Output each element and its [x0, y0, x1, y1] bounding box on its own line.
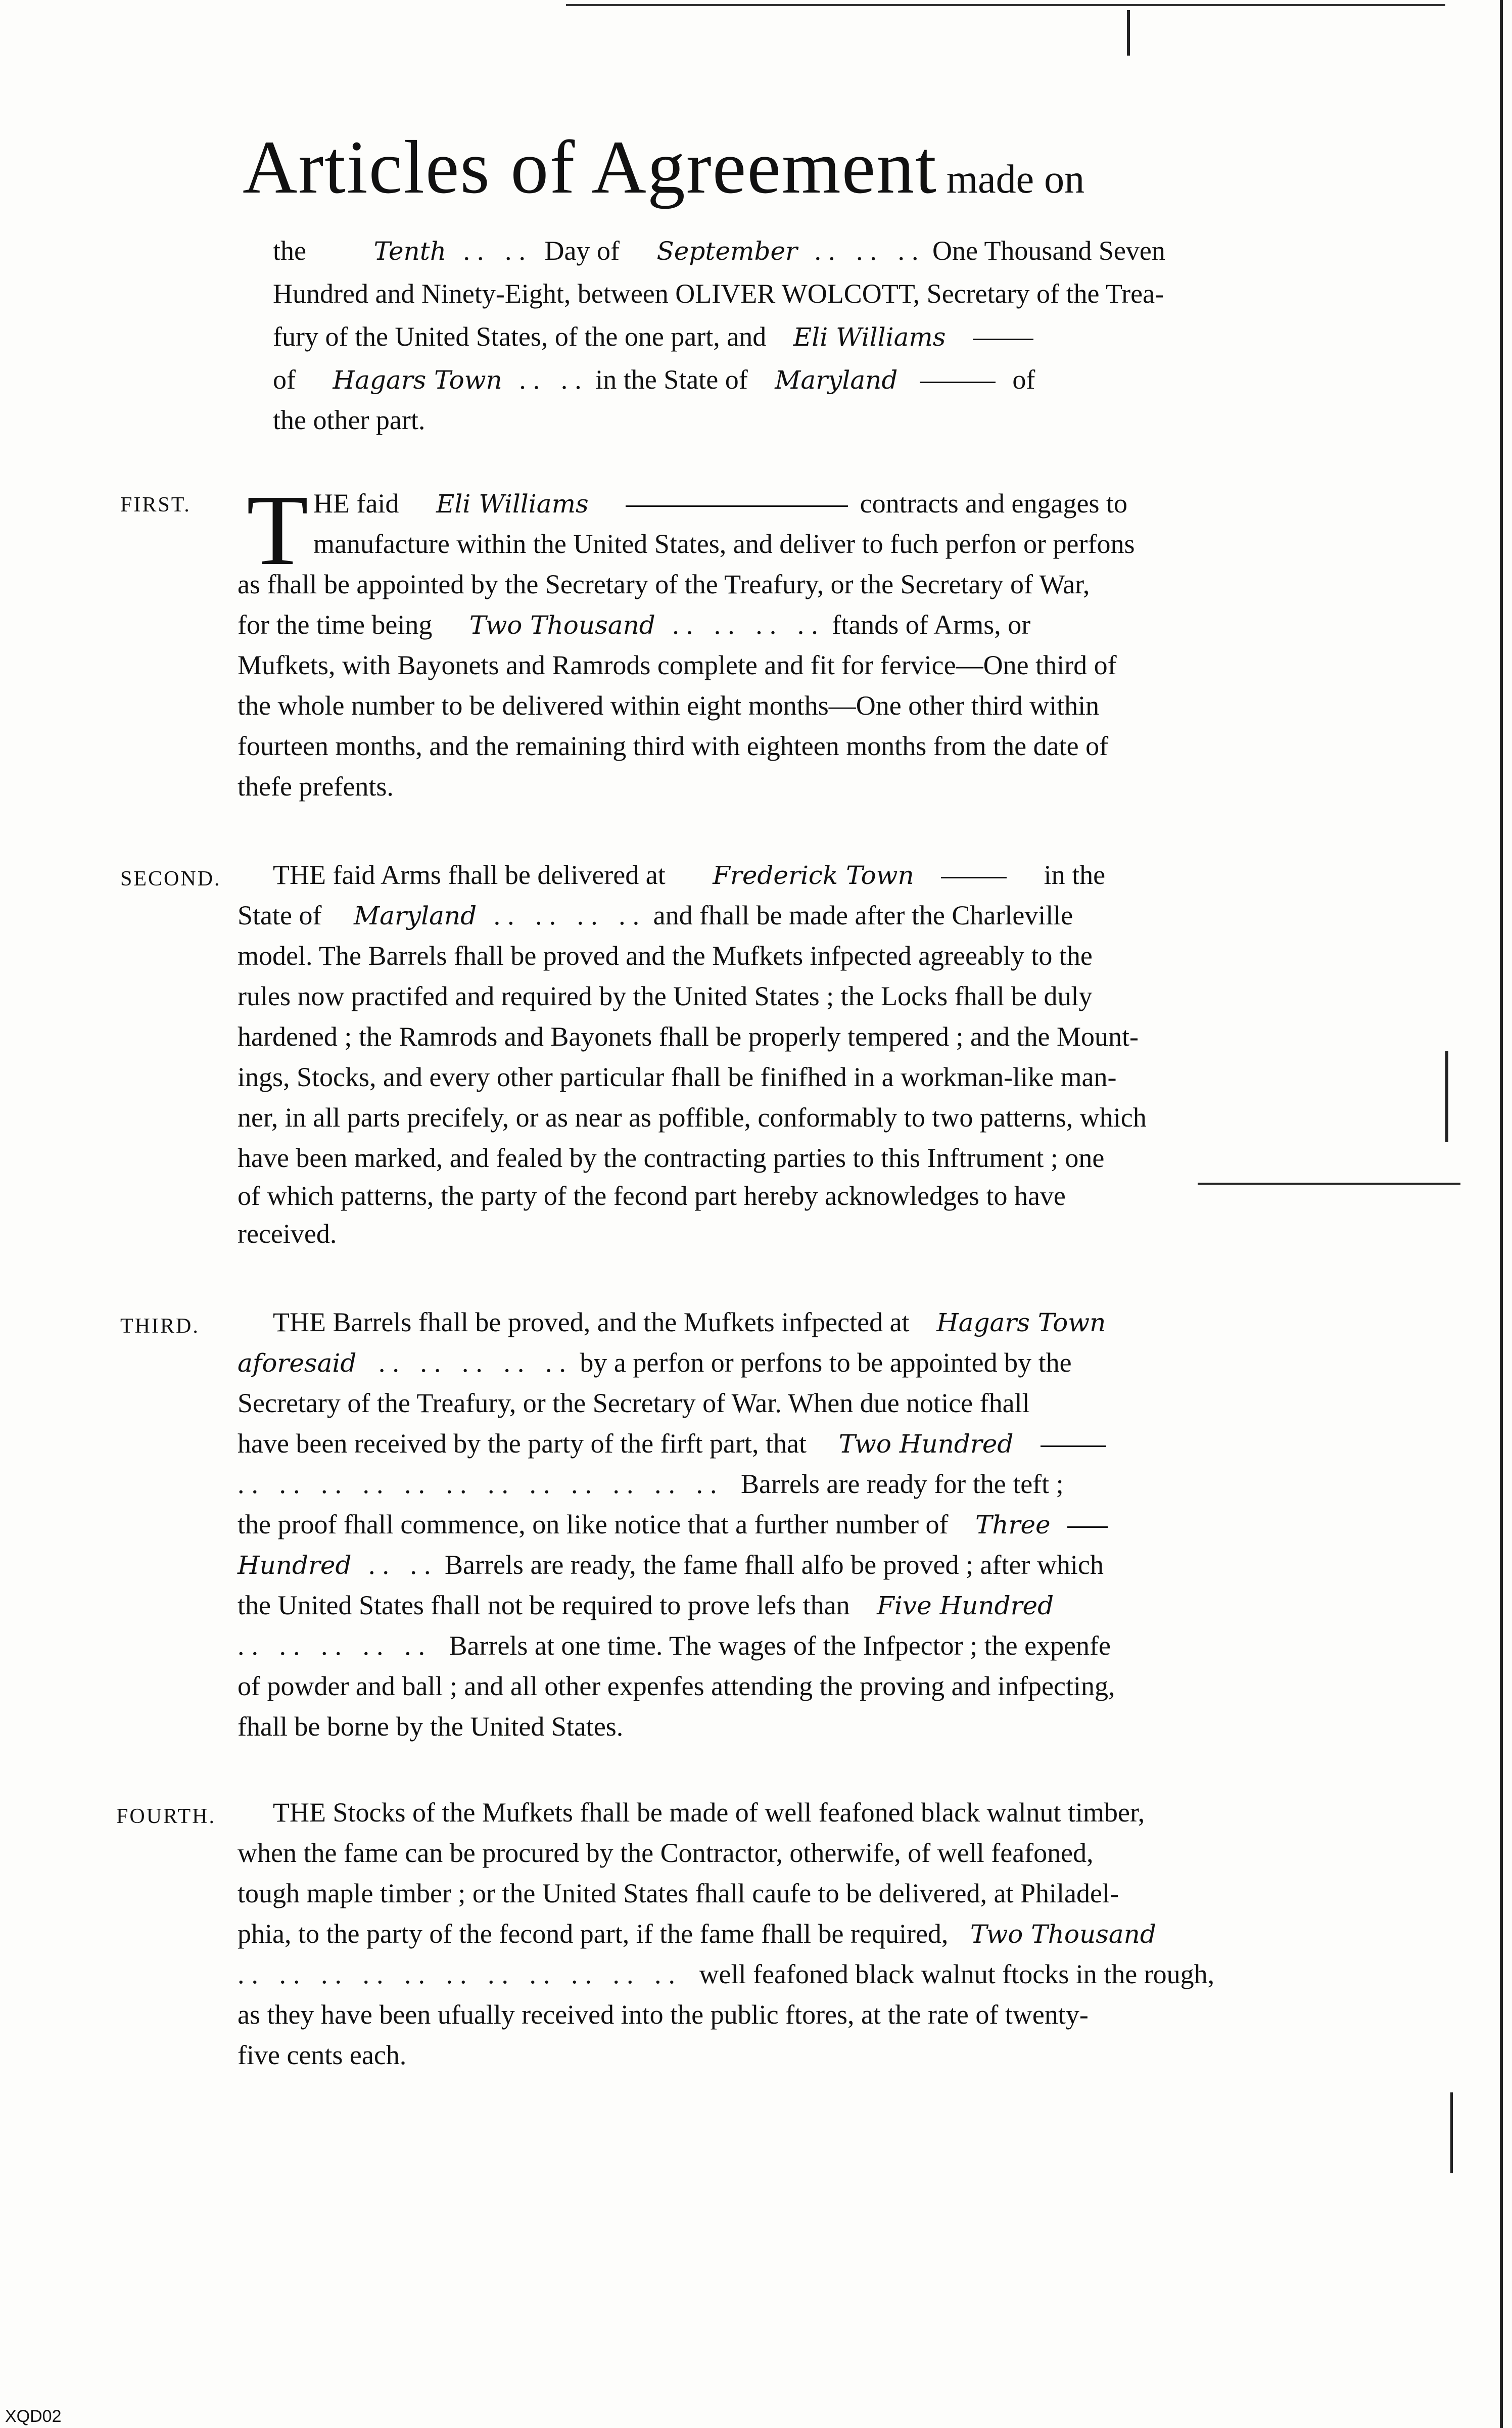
scan-mark — [1450, 2092, 1453, 2173]
drop-cap: T — [247, 475, 309, 586]
first-line-8: thefe prefents. — [238, 771, 394, 802]
first-line-4: for the time being Two Thousand .. .. .. .. ftands of Arms, or — [238, 610, 1031, 640]
intro-line-5: the other part. — [273, 405, 426, 435]
handwritten-contractor: Eli Williams — [793, 322, 946, 352]
second-line-4: rules now practifed and required by the United States ; the Locks fhall be duly — [238, 981, 1093, 1011]
handwritten-month: September — [656, 237, 797, 266]
intro-line-2: Hundred and Ninety-Eight, between OLIVER WOLCOTT, Secretary of the Trea- — [273, 278, 1164, 309]
fourth-line-4: phia, to the party of the fecond part, if the fame fhall be required, Two Thousand — [238, 1919, 1156, 1949]
section-label-second: SECOND. — [120, 867, 221, 891]
fourth-line-2: when the fame can be procured by the Contractor, otherwife, of well feafoned, — [238, 1838, 1094, 1868]
third-line-7: Hundred .. .. Barrels are ready, the fame fhall alfo be proved ; after which — [238, 1550, 1104, 1580]
second-line-2: State of Maryland .. .. .. .. and fhall be made after the Charleville — [238, 900, 1073, 930]
third-line-2: aforesaid .. .. .. .. .. by a perfon or perfons to be appointed by the — [238, 1347, 1072, 1378]
handwritten-state: Maryland — [353, 901, 477, 930]
first-line-3: as fhall be appointed by the Secretary of the Treafury, or the Secretary of War, — [238, 569, 1090, 599]
fourth-line-7: five cents each. — [238, 2040, 407, 2070]
handwritten-day: Tenth — [373, 237, 447, 266]
first-line-2: manufacture within the United States, and deliver to fuch perfon or perfons — [313, 529, 1135, 559]
handwritten-place: Hagars Town — [936, 1308, 1106, 1337]
scan-mark — [1445, 1051, 1448, 1142]
title-tail: made on — [946, 157, 1085, 202]
third-line-11: fhall be borne by the United States. — [238, 1711, 624, 1742]
second-line-7: ner, in all parts precifely, or as near as poffible, conformably to two patterns, which — [238, 1102, 1147, 1133]
third-line-4: have been received by the party of the firft part, that Two Hundred — [238, 1428, 1106, 1459]
first-line-1: HE faid Eli Williams contracts and engages to — [313, 488, 1127, 519]
second-line-9: of which patterns, the party of the fecond part hereby acknowledges to have — [238, 1181, 1066, 1211]
second-line-1: THE faid Arms fhall be delivered at Frederick Town in the — [273, 860, 1106, 890]
handwritten-aforesaid: aforesaid — [238, 1348, 357, 1378]
page-edge — [1500, 0, 1503, 2428]
handwritten-quantity: Two Hundred — [838, 1429, 1014, 1459]
second-line-8: have been marked, and fealed by the contracting parties to this Inftrument ; one — [238, 1143, 1105, 1173]
fourth-line-6: as they have been ufually received into the public ftores, at the rate of twenty- — [238, 1999, 1089, 2030]
section-label-third: THIRD. — [120, 1315, 200, 1338]
handwritten-place: Frederick Town — [713, 861, 914, 890]
archive-code: XQD02 — [5, 2407, 62, 2426]
handwritten-town: Hagars Town — [333, 365, 502, 395]
second-line-10: received. — [238, 1219, 337, 1249]
fourth-line-3: tough maple timber ; or the United States fhall caufe to be delivered, at Philadel- — [238, 1878, 1119, 1908]
fourth-line-5: .. .. .. .. .. .. .. .. .. .. .. well feafoned black walnut ftocks in the rough, — [238, 1959, 1215, 1989]
third-line-9: .. .. .. .. .. Barrels at one time. The wages of the Infpector ; the expenfe — [238, 1630, 1111, 1661]
ink-stroke — [1198, 1183, 1460, 1185]
intro-line-4: of Hagars Town .. .. in the State of Maryland of — [273, 364, 1035, 395]
intro-line-1: the Tenth .. .. Day of September .. .. .. One Thousand Seven — [273, 236, 1165, 266]
third-line-8: the United States fhall not be required to prove lefs than Five Hundred — [238, 1590, 1054, 1620]
first-line-5: Mufkets, with Bayonets and Ramrods complete and fit for fervice—One third of — [238, 650, 1117, 680]
handwritten-quantity: Two Thousand — [469, 611, 655, 640]
handwritten-quantity: Hundred — [238, 1551, 352, 1580]
title-main: Articles of Agreement — [243, 125, 937, 209]
intro-line-3: fury of the United States, of the one part, and Eli Williams — [273, 321, 1033, 352]
handwritten-quantity: Two Thousand — [970, 1920, 1156, 1949]
first-line-7: fourteen months, and the remaining third with eighteen months from the date of — [238, 731, 1109, 761]
scan-mark — [1127, 10, 1130, 56]
handwritten-contractor: Eli Williams — [436, 489, 589, 519]
fourth-line-1: THE Stocks of the Mufkets fhall be made of well feafoned black walnut timber, — [273, 1797, 1145, 1828]
handwritten-state: Maryland — [775, 365, 898, 395]
third-line-10: of powder and ball ; and all other expenfes attending the proving and infpecting, — [238, 1671, 1115, 1701]
second-line-6: ings, Stocks, and every other particular fhall be finifhed in a workman-like man- — [238, 1062, 1117, 1092]
third-line-3: Secretary of the Treafury, or the Secretary of War. When due notice fhall — [238, 1388, 1030, 1418]
handwritten-quantity: Three — [975, 1510, 1051, 1539]
second-line-3: model. The Barrels fhall be proved and the Mufkets infpected agreeably to the — [238, 941, 1093, 971]
third-line-5: .. .. .. .. .. .. .. .. .. .. .. .. Barrels are ready for the teft ; — [238, 1469, 1064, 1499]
third-line-6: the proof fhall commence, on like notice that a further number of Three — [238, 1509, 1108, 1540]
second-line-5: hardened ; the Ramrods and Bayonets fhall be properly tempered ; and the Mount- — [238, 1021, 1139, 1052]
section-label-first: FIRST. — [120, 493, 191, 517]
handwritten-quantity: Five Hundred — [877, 1591, 1054, 1620]
third-line-1: THE Barrels fhall be proved, and the Mufkets infpected at Hagars Town — [273, 1307, 1106, 1337]
top-edge-line — [566, 4, 1445, 6]
section-label-fourth: FOURTH. — [116, 1805, 216, 1828]
document-title — [243, 124, 1084, 211]
first-line-6: the whole number to be delivered within eight months—One other third within — [238, 690, 1100, 721]
